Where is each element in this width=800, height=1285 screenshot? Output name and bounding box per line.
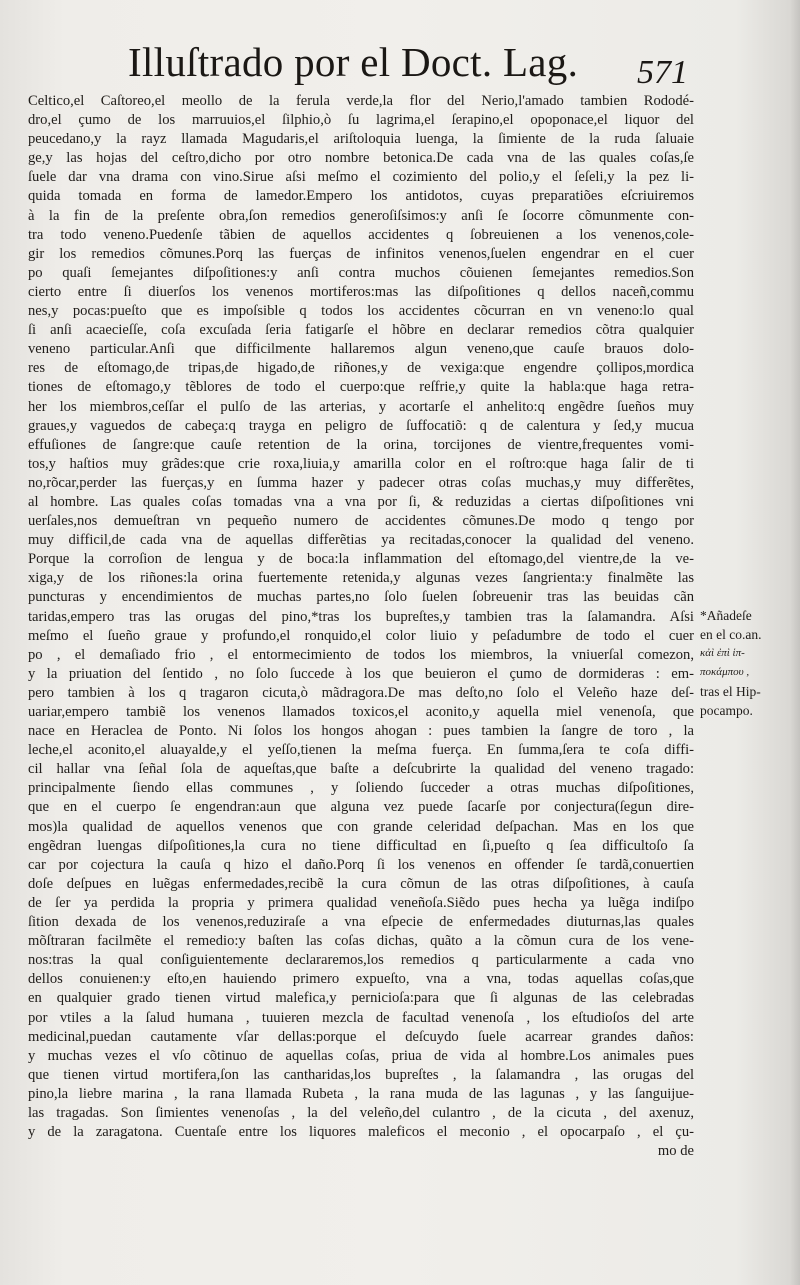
text-line: mos)la qualidad de aquellos venenos que con grande celeridad deſpachan. Mas en los que [28,818,694,835]
text-line: Porque la corroſion de lengua y de boca:la inflammation del eſtomago,del vientre,de la ve- [28,551,694,568]
text-line: nos:tras la qual conſiguientemente declararemos,los remedios q particularmente a cada vno [28,952,694,969]
text-line: muy difficil,de cada vna de aquellas differẽtias ya recitadas,conocer la qualidad del veneno. [28,532,694,549]
text-line: leche,el aconito,el aluayalde,y el yeſſo,tienen la meſma fuerça. En ſumma,ſera te coſa diffi- [28,742,694,759]
text-line: las tragadas. Son ſimientes venenoſas , la del veleño,del culantro , de la cicuta , del axenuz, [28,1104,694,1121]
text-line: dellos conuienen:y eſto,en hauiendo primero expueſto, vna a vna, todas aquellas coſas,que [28,971,694,988]
margin-note-line: en el co.an. [700,627,762,642]
text-line: gir los remedios cõmunes.Porq las fuerças de infinitos venenos,ſuelen engendrar en el cuer [28,245,694,262]
text-line: principalmente ſiendo ellas communes , y ſoliendo ſucceder a otras muchas diſpoſitiones, [28,780,694,797]
text-line: tos,y haſtios muy grãdes:que crie roxa,liuia,y amarilla color en el roſtro:que haga ſalir de ti [28,455,694,472]
text-line: tra todo veneno.Puedenſe tãbien de aquellos accidentes q ſobreuienen a los venenos,cole- [28,226,694,243]
text-line: medicinal,puedan cautamente vſar dellas:porque el deſcuydo ſuele acarrear grandes daños: [28,1028,694,1045]
margin-note-line: tras el Hip- [700,684,761,699]
main-text-block [28,92,694,1161]
text-line: tiones de eſtomago,y tẽblores de todo el cuerpo:que reſfrie,y quite la habla:que haga retra- [28,379,694,396]
text-line: ſuele dar vna drama con vino.Sirue aſsi meſmo el cozimiento del polio,y el ſeſeli,y la pez li- [28,169,694,186]
text-line: ge,y las hojas del ceſtro,dicho por otro nombre betonica.De cada vna de las quales coſas,ſe [28,150,694,167]
text-line: nes,y pocas:pueſto que es impoſsible q todos los accidentes cõcurran en vn veneno:lo qual [28,303,694,320]
text-line: uerſales,nos demueſtran vn pequeño numero de accidentes cõmunes.De modo q tengo por [28,513,694,530]
text-line: pino,la liebre marina , la rana llamada Rubeta , la rana muda de las lagunas , y las ſanguijue- [28,1085,694,1102]
margin-note-greek-line: ποκάμπου , [700,666,750,678]
text-line: pero tambien à los q tragaron cicuta,ò mãdragora.De mas deſto,no ſolo el Veleño haze deſ- [28,684,694,701]
text-line: graues,y vaguedos de cabeça:q trayga en peligro de ſuffocatiõ: q de calentura y ſed,y mucua [28,417,694,434]
text-line: y muchas vezes el vſo cõtinuo de aquellas coſas, priua de vida al hombre.Los animales pues [28,1047,694,1064]
text-line: que en el cuerpo ſe engendran:aun que alguna vez puede ſacarſe por conjectura(ſegun dire- [28,799,694,816]
text-line: à la fin de la preſente obra,ſon remedios generoſiſsimos:y anſi ſe ſocorre cõmunmente con- [28,207,694,224]
text-line: quida tomada en forma de lamedor.Empero los antidotos, cuyas preparatiões eſcriuiremos [28,188,694,205]
text-line: ſi anſi acaecieſſe, coſa excuſada ſeria fatigarſe el hõbre en declarar remedios cõtra qualquier [28,322,694,339]
text-line: res de eſtomago,de tripas,de higado,de riñones,y de vexiga:que engendre çollipos,mordica [28,360,694,377]
folio-number: 571 [637,54,688,91]
text-line: meſmo el ſueño graue y profundo,el ronquido,el color liuio y peſadumbre de todo el cuer [28,627,694,644]
text-line: xiga,y de los riñones:la orina fuertemente retenida,y algunas vezes ſangrienta:y finalmẽte las [28,570,694,587]
margin-note-line: *Añadeſe [700,608,752,623]
text-line: en qualquier grado tienen virtud malefica,y pernicioſa:para que ſi algunas de las celebradas [28,990,694,1007]
text-line: her los miembros,ceſſar el pulſo de las arterias, y acortarſe el anhelito:q engẽdre ſueños muy [28,398,694,415]
text-line: mo de [657,1143,694,1160]
text-line: doſe deſpues en luẽgas enfermedades,recibẽ la cura cõmun de las otras diſpoſitiones, à cauſa [28,875,694,892]
text-line: po quaſi ſemejantes diſpoſitiones:y anſi contra muchos cõuienen ſemejantes remedios.Son [28,264,694,281]
text-line: effuſiones de ſangre:que cauſe retention de la orina, torcijones de vientre,frequentes vomi- [28,436,694,453]
text-line: peucedano,y la rayz llamada Magudaris,el ariſtoloquia luenga, la ſimiente de la ruda ſaluaie [28,131,694,148]
text-line: uariar,empero tambiẽ los venenos llamados toxicos,el aconito,y aquella miel venenoſa, que [28,704,694,720]
text-line: no,rõcar,perder las fuerças,y en ſumma hazer y padecer otras coſas muchas,y muy differẽtes, [28,474,694,491]
text-line: al hombre. Las quales coſas tomadas vna a vna por ſi, & reduzidas a ciertas diſpoſitiones vni [28,493,694,510]
text-line: taridas,empero tras las orugas del pino,*tras los bupreſtes,y tambien tras la ſalamandra. Aſsi [28,608,694,625]
text-line: po , el demaſiado frio , el entormecimiento de todos los miembros, la vniuerſal comezon, [28,646,694,663]
text-line: y la priuation del ſentido , no ſolo ſuccede à los que beuieron el çumo de dormideras : em- [28,665,694,682]
text-line: car por cojectura la cauſa q hizo el daño.Porq ſi los venenos en offender ſe tardã,conuertien [28,856,694,873]
margin-note-greek-line: κἀὶ ἐπὶ ἱπ- [700,647,745,659]
text-line: cil hallar vna ſeñal ſola de aqueſtas,que baſte a deſcubrirte la qualidad del veneno tragado: [28,761,694,778]
text-line: ſition dexada de los venenos,reduziraſe a vna eſpecie de enfermedades diuturnas,las quales [28,914,694,931]
page-header [128,38,688,96]
text-line: mõſtraran facilmẽte el remedio:y baſten las coſas dichas, quãto a la cõmun cura de los vene- [28,933,694,950]
margin-note-line: pocampo. [700,703,753,718]
text-line: veneno particular.Anſi que difficilmente hallaremos algun veneno,que cauſe brauos dolo- [28,341,694,358]
text-line: puncturas y encendimientos de muchas partes,no ſolo ſuelen ſobreuenir tras las beuidas cãn [28,589,694,606]
text-line: cierto entre ſi diuerſos los venenos mortiferos:mas las diſpoſitiones q dellos naceñ,commu [28,283,694,300]
page-edge-shadow [790,0,800,1285]
text-line: nace en Heraclea de Ponto. Ni ſolos los hongos ahogan : pues tambien la ſangre de toro , la [28,723,694,740]
running-head: Illuſtrado por el Doct. Lag. [128,39,579,85]
text-line: de ſer ya perdida la propria y primera qualidad veneñoſa.Siẽdo pues hecha ya luẽga indiſpo [28,894,694,911]
text-line: y de la zaragatona. Cuentaſe entre los liquores maleficos el meconio , el opocarpaſo , el çu- [28,1124,694,1141]
text-line: que tienen virtud mortifera,ſon las cantharidas,los bupreſtes , la ſalamandra , las orugas del [28,1066,694,1083]
text-line: dro,el çumo de los marruuios,el ſilphio,ò ſu lagrima,el ſerapino,el opoponace,el liquor del [28,112,694,129]
text-line: por vtiles a la ſalud humana , tuuieren mezcla de facultad venenoſa , los eſtudioſos del arte [28,1009,694,1026]
margin-note [700,606,792,720]
text-line: engẽdran luengas diſpoſitiones,la cura no tiene difficultad en ſi,pueſto q ſea difficultoſo ſa [28,837,694,854]
text-line: Celtico,el Caſtoreo,el meollo de la ferula verde,la flor del Nerio,l'amado tambien Rododé- [28,93,694,109]
